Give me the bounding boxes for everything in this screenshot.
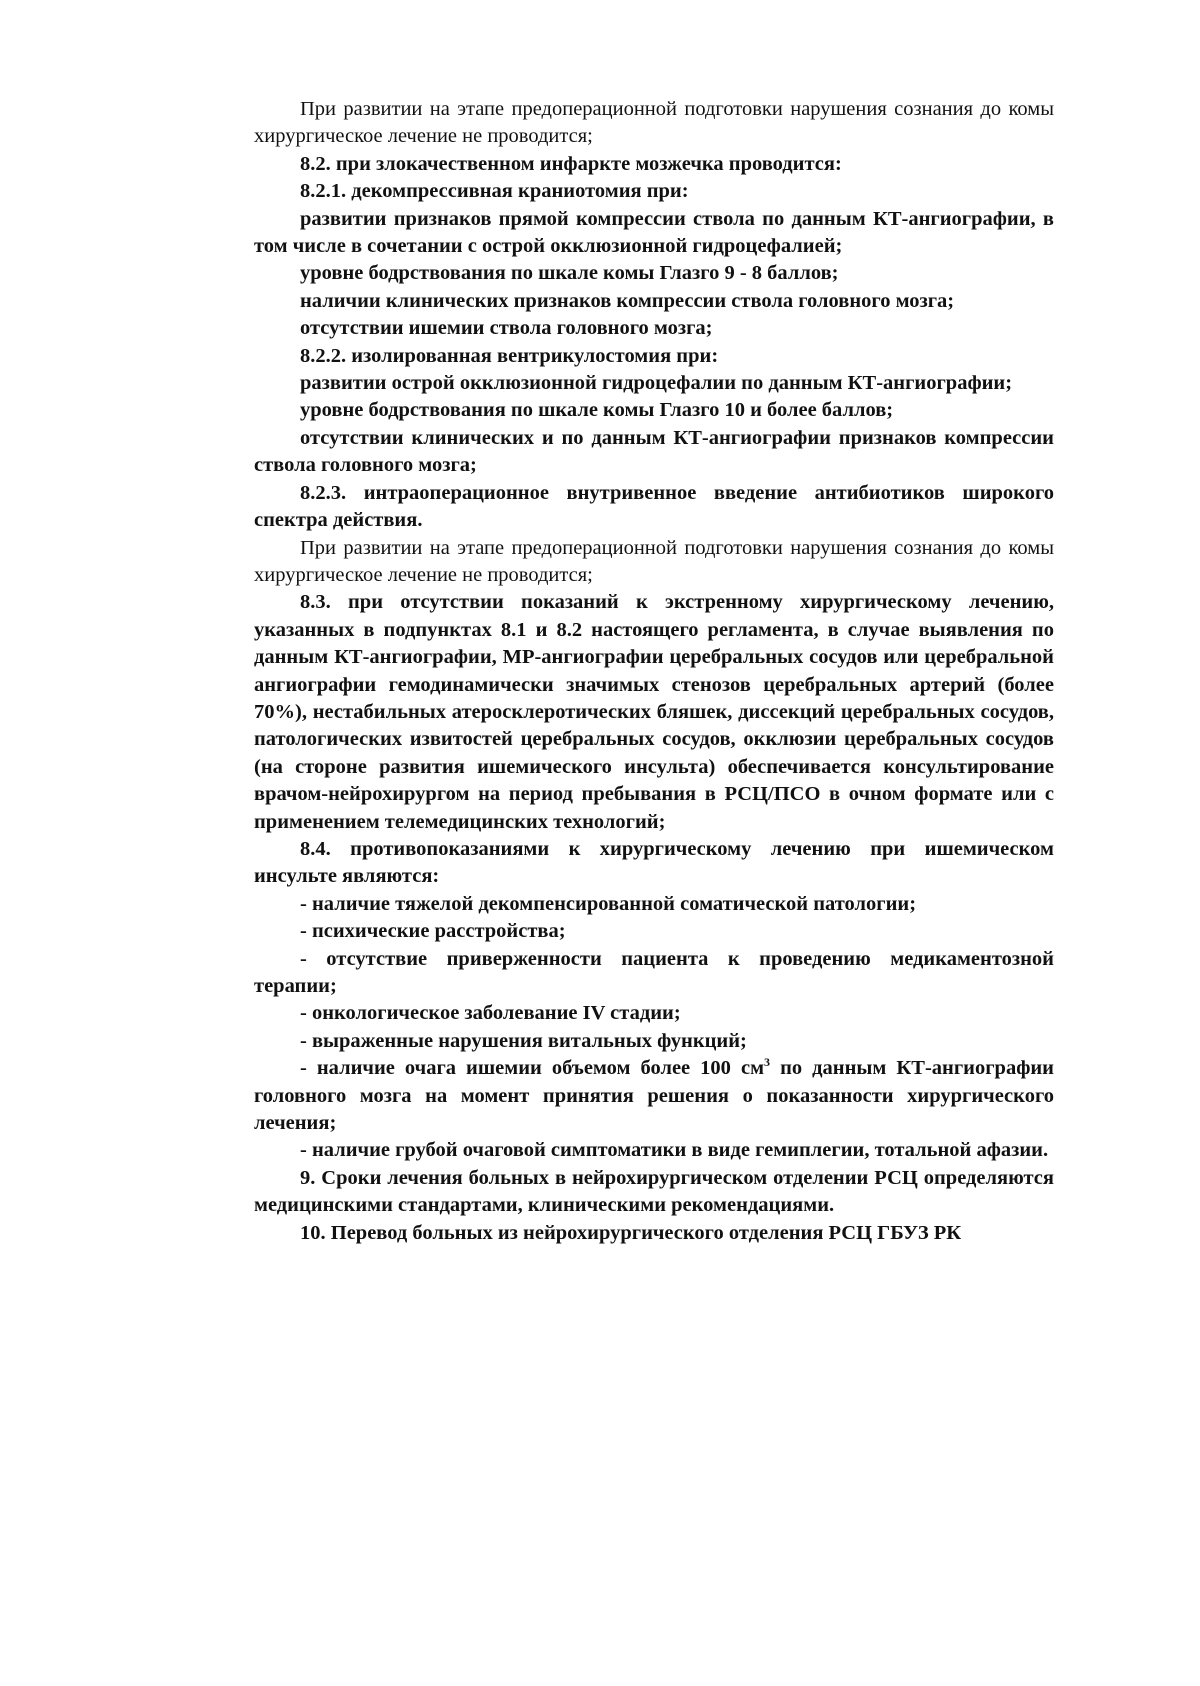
- paragraph: уровне бодрствования по шкале комы Глазго 9 - 8 баллов;: [300, 262, 839, 285]
- list-item: - онкологическое заболевание IV стадии;: [300, 1002, 681, 1025]
- superscript: 3: [764, 1055, 771, 1070]
- paragraph: уровне бодрствования по шкале комы Глазго 10 и более баллов;: [300, 399, 894, 422]
- paragraph: При развитии на этапе предоперационной подготовки нарушения сознания до комы хирургическое лечение не проводится;: [254, 536, 1054, 586]
- paragraph: 10. Перевод больных из нейрохирургического отделения РСЦ ГБУЗ РК: [300, 1221, 962, 1244]
- paragraph: 8.2.2. изолированная вентрикулостомия при:: [300, 344, 719, 367]
- list-item-text: - наличие очага ишемии объемом более 100 см: [300, 1057, 765, 1080]
- list-item: [254, 1055, 1054, 1137]
- list-item: - наличие грубой очаговой симптоматики в виде гемиплегии, тотальной афазии.: [300, 1139, 1049, 1162]
- paragraph: отсутствии ишемии ствола головного мозга;: [300, 317, 713, 340]
- paragraph: развитии острой окклюзионной гидроцефалии по данным КТ-ангиографии;: [300, 372, 1013, 395]
- paragraph: 8.4. противопоказаниями к хирургическому лечению при ишемическом инсульте являются:: [254, 837, 1054, 888]
- paragraph: развитии признаков прямой компрессии ствола по данным КТ-ангиографии, в том числе в сочетании с острой окклюзионной гидроцефалией;: [254, 207, 1054, 258]
- paragraph: наличии клинических признаков компрессии ствола головного мозга;: [300, 289, 955, 312]
- paragraph: 8.2.1. декомпрессивная краниотомия при:: [300, 180, 689, 203]
- list-item-text: по данным КТ-ангиографии головного мозга на момент принятия решения о показанности хирургического лечения;: [254, 1057, 1054, 1135]
- list-item: - отсутствие приверженности пациента к проведению медикаментозной терапии;: [254, 947, 1054, 997]
- paragraph: 9. Сроки лечения больных в нейрохирургическом отделении РСЦ определяются медицинскими стандартами, клиническими рекомендациями.: [254, 1166, 1054, 1217]
- paragraph: 8.2.3. интраоперационное внутривенное введение антибиотиков широкого спектра действия.: [254, 481, 1054, 532]
- paragraph: отсутствии клинических и по данным КТ-ангиографии признаков компрессии ствола головного мозга;: [254, 426, 1054, 477]
- paragraph: При развитии на этапе предоперационной подготовки нарушения сознания до комы хирургическое лечение не проводится;: [254, 98, 1054, 148]
- list-item: - психические расстройства;: [300, 920, 566, 943]
- paragraph: 8.3. при отсутствии показаний к экстренному хирургическому лечению, указанных в подпунктах 8.1 и 8.2 настоящего регламента, в случае выявления по данным КТ-ангиографии, МР-ангиографии церебральных сосудов или церебральной ангиографии гемодинамически значимых стенозов церебральных артерий (более 70%), нестабильных атеросклеротических бляшек, диссекций церебральных сосудов, патологических извитостей церебральных сосудов, окклюзии церебральных сосудов (на стороне развития ишемического инсульта) обеспечивается консультирование врачом-нейрохирургом на период пребывания в РСЦ/ПСО в очном формате или с применением телемедицинских технологий;: [254, 591, 1054, 833]
- list-item: - наличие тяжелой декомпенсированной соматической патологии;: [300, 892, 917, 915]
- document-body: [254, 96, 1054, 1247]
- paragraph: 8.2. при злокачественном инфаркте мозжечка проводится:: [300, 152, 842, 175]
- list-item: - выраженные нарушения витальных функций;: [300, 1029, 747, 1052]
